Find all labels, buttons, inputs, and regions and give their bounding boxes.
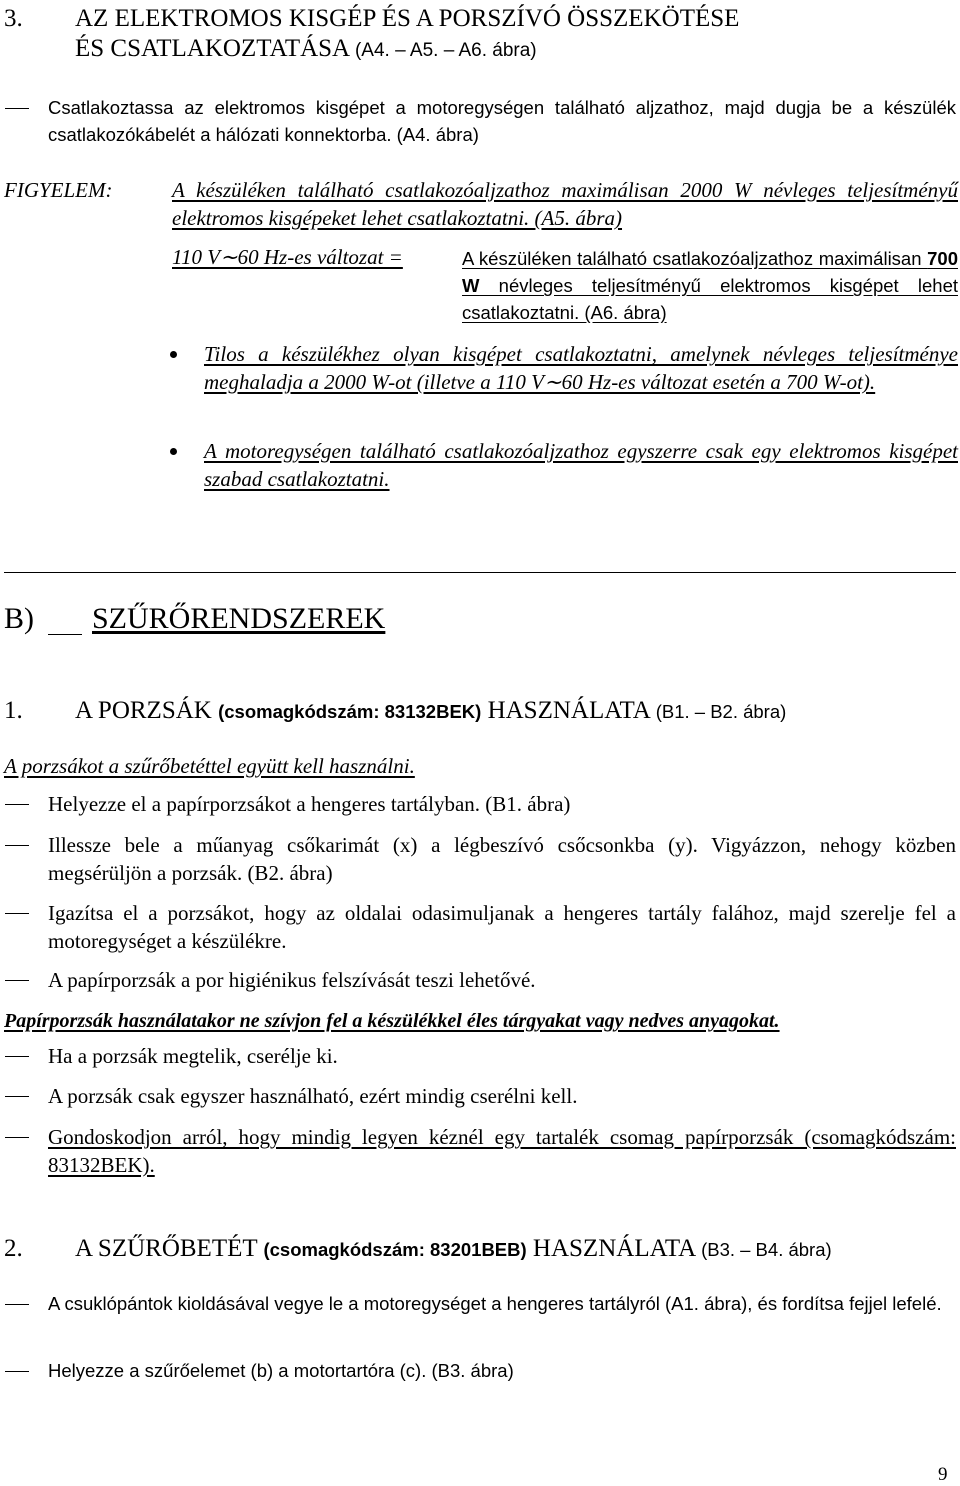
variant-text-b: névleges teljesítményű elektromos kisgépet lehet csatlakoztatni. (A6. ábra) [462,275,958,323]
sub1-item-7: Gondoskodjon arról, hogy mindig legyen kéznél egy tartalék csomag papírporzsák (csomagkódszám: 83132BEK). [48,1125,956,1177]
sub1-ref: (B1. – B2. ábra) [655,701,787,722]
sub1-item-2: Illessze bele a műanyag csőkarimát (x) a légbeszívó csőcsonkba (y). Vigyázzon, nehogy közben megsérüljön a porzsák. (B2. ábra) [48,833,956,885]
dash-marker [5,1056,29,1057]
section-title-line2-text: ÉS CSATLAKOZTATÁSA [75,35,349,62]
section-title-line1: AZ ELEKTROMOS KISGÉP ÉS A PORSZÍVÓ ÖSSZEKÖTÉSE [75,5,740,32]
dash-marker [5,845,29,846]
sub1-item-5: Ha a porzsák megtelik, cserélje ki. [48,1044,338,1068]
sub1-item-3: Igazítsa el a porzsákot, hogy az oldalai odasimuljanak a hengeres tartály falához, majd szerelje fel a motoregységet a készülékre. [48,901,956,953]
sub2-title-b: HASZNÁLATA [532,1235,695,1262]
sub2-code: (csomagkódszám: 83201BEB) [263,1239,527,1260]
step-connect: Csatlakoztassa az elektromos kisgépet a motoregységen található aljzathoz, majd dugja be a készülék csatlakozókábelét a hálózati konnektorba. (A4. ábra) [48,97,956,145]
bullet-dot [170,351,177,358]
sub1-title-a: A PORZSÁK [75,697,212,724]
section-b-title: SZŰRŐRENDSZEREK [92,602,386,635]
bullet-dot [170,448,177,455]
dash-marker [5,1096,29,1097]
dash-marker [5,1371,29,1372]
sub2-number: 2. [4,1235,23,1262]
warning-text: A készüléken található csatlakozóaljzathoz maximálisan 2000 W névleges teljesítményű elektromos kisgépeket lehet csatlakoztatni. (A5. ábra) [172,178,958,230]
variant-text [462,245,958,326]
dash-marker [5,1137,29,1138]
sub1-code: (csomagkódszám: 83132BEK) [218,701,482,722]
page-number: 9 [938,1464,948,1485]
sub1-warning: Papírporzsák használatakor ne szívjon fel a készülékkel éles tárgyakat vagy nedves anyagokat. [4,1010,780,1032]
sub1-intro: A porzsákot a szűrőbetéttel együtt kell használni. [4,754,415,778]
sub2-title [75,1234,832,1265]
variant-label: 110 V∼60 Hz-es változat = [172,245,403,269]
sub1-item-1: Helyezze el a papírporzsákot a hengeres tartályban. (B1. ábra) [48,792,571,816]
variant-text-bold: 700 W [462,248,958,296]
sub1-title [75,696,786,727]
dash-marker [5,804,29,805]
sub2-item-2: Helyezze a szűrőelemet (b) a motortartóra (c). (B3. ábra) [48,1360,514,1381]
sub2-title-a: A SZŰRŐBETÉT [75,1235,258,1262]
sub1-number: 1. [4,697,23,724]
sub2-item-1: A csuklópántok kioldásával vegye le a motoregységet a hengeres tartályról (A1. ábra), és fordítsa fejjel lefelé. [48,1293,942,1314]
sub1-item-6: A porzsák csak egyszer használható, ezért mindig cserélni kell. [48,1084,578,1108]
bullet-one-device: A motoregységen található csatlakozóaljzathoz egyszerre csak egy elektromos kisgépet szabad csatlakoztatni. [204,439,958,491]
sub1-item-4: A papírporzsák a por higiénikus felszívását teszi lehetővé. [48,968,536,992]
variant-text-a: A készüléken található csatlakozóaljzathoz maximálisan [462,248,928,269]
section-b-underline [48,634,82,635]
dash-marker [5,1304,29,1305]
section-title-ref: (A4. – A5. – A6. ábra) [354,40,537,61]
dash-marker [5,913,29,914]
section-b-letter: B) [4,602,34,635]
section-number: 3. [4,5,23,32]
sub1-title-b: HASZNÁLATA [487,697,650,724]
warning-label: FIGYELEM: [4,178,113,202]
dash-marker [5,980,29,981]
dash-marker [5,108,29,109]
section-divider [4,572,956,573]
bullet-forbidden: Tilos a készülékhez olyan kisgépet csatlakoztatni, amelynek névleges teljesítménye meghaladja a 2000 W-ot (illetve a 110 V∼60 Hz-es változat esetén a 700 W-ot). [204,342,958,394]
section-b-label [4,601,34,637]
section-title-line2 [75,34,537,66]
sub2-ref: (B3. – B4. ábra) [701,1239,832,1260]
